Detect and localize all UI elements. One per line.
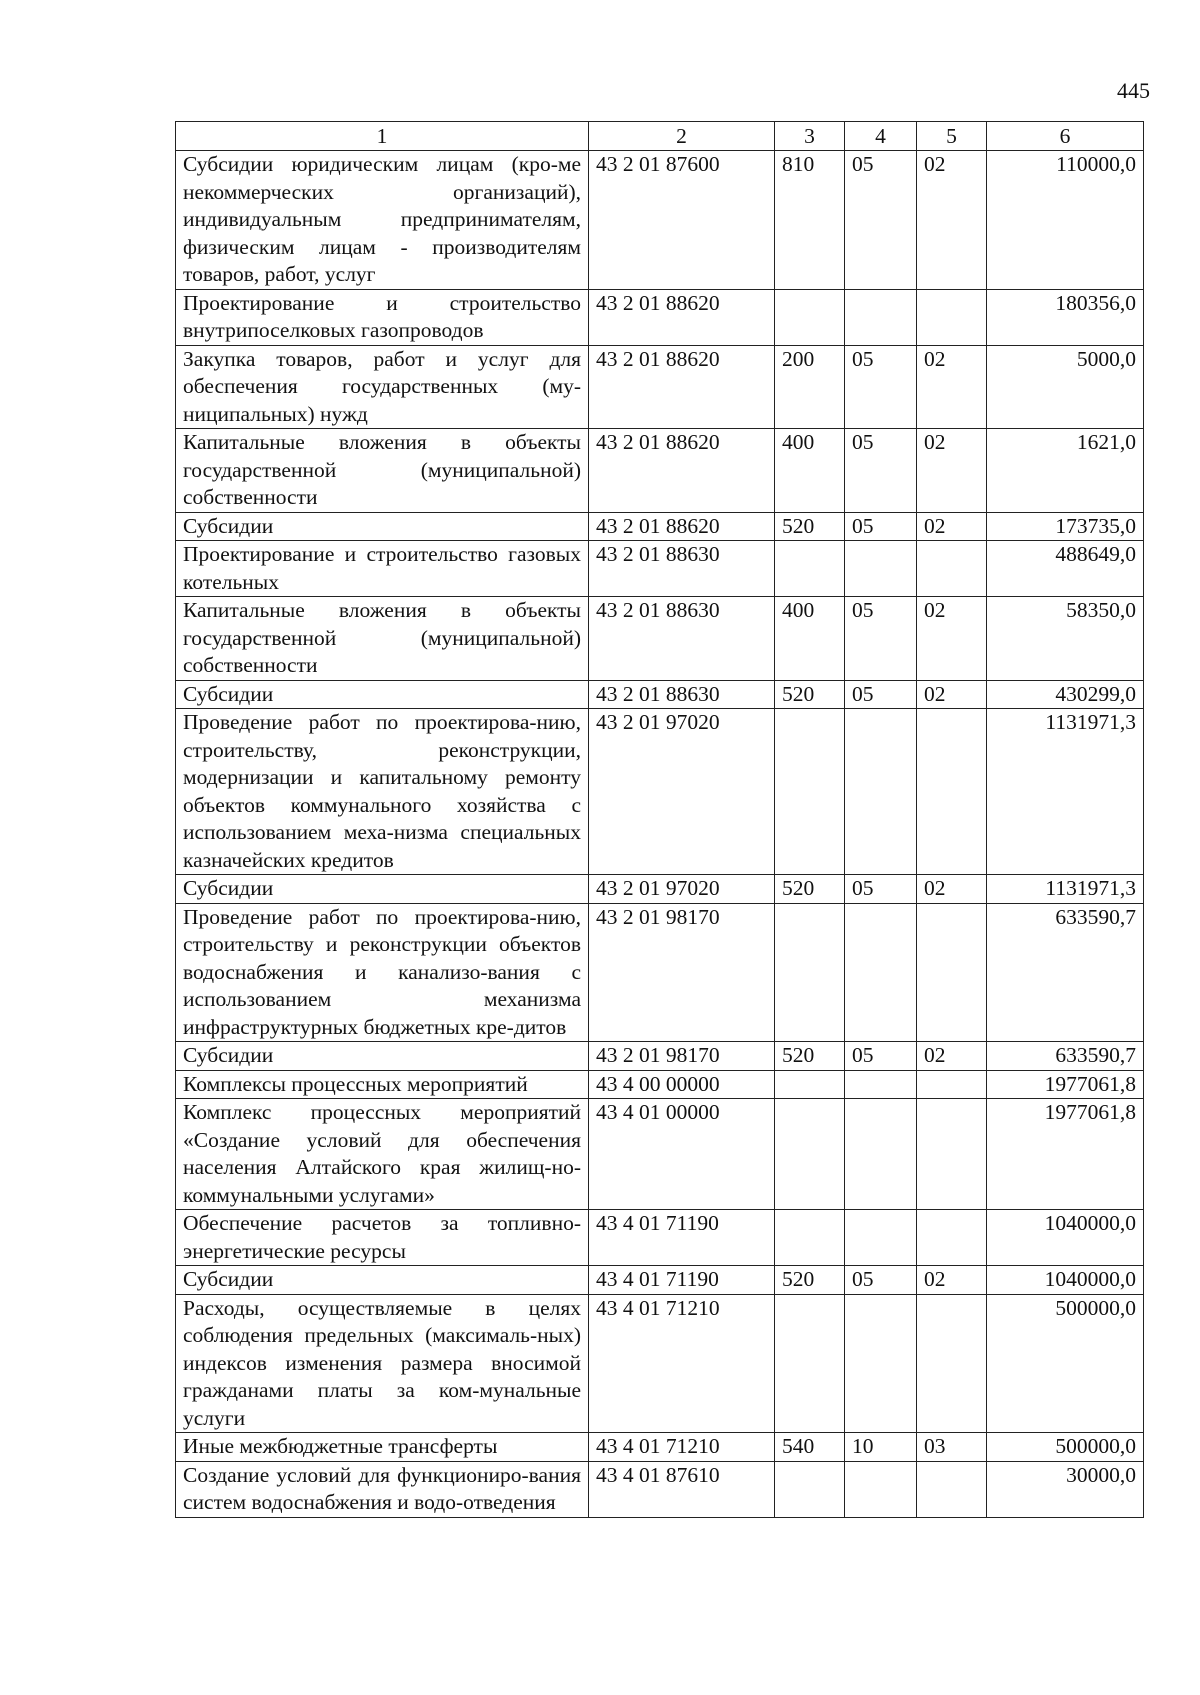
item-name-cell: Создание условий для функциониро-вания систем водоснабжения и водо-отведения (176, 1461, 589, 1517)
expense-type-cell: 520 (775, 1042, 845, 1071)
target-code-cell: 43 2 01 88630 (589, 541, 775, 597)
amount-cell: 488649,0 (987, 541, 1144, 597)
target-code-cell: 43 2 01 88620 (589, 429, 775, 513)
table-row (176, 1433, 1144, 1462)
expense-type-cell: 520 (775, 1266, 845, 1295)
item-name-cell: Субсидии юридическим лицам (кро-ме некоммерческих организаций), индивидуальным предпринимателям, физическим лицам - производителям товаров, работ, услуг (176, 151, 589, 290)
expense-type-cell: 200 (775, 345, 845, 429)
section-cell: 05 (845, 597, 917, 681)
section-cell (845, 541, 917, 597)
table-row (176, 1266, 1144, 1295)
target-code-cell: 43 2 01 98170 (589, 903, 775, 1042)
expense-type-cell (775, 903, 845, 1042)
amount-cell: 58350,0 (987, 597, 1144, 681)
item-name-cell: Закупка товаров, работ и услуг для обеспечения государственных (му-ниципальных) нужд (176, 345, 589, 429)
table-row (176, 512, 1144, 541)
target-code-cell: 43 2 01 88620 (589, 512, 775, 541)
amount-cell: 633590,7 (987, 903, 1144, 1042)
table-row (176, 1099, 1144, 1210)
table-row (176, 289, 1144, 345)
section-cell (845, 289, 917, 345)
section-cell (845, 1210, 917, 1266)
section-cell: 05 (845, 1266, 917, 1295)
table-row (176, 429, 1144, 513)
amount-cell: 1131971,3 (987, 709, 1144, 875)
item-name-cell: Проведение работ по проектирова-нию, строительству и реконструкции объектов водоснабжения и канализо-вания с использованием механизма инфраструктурных бюджетных кре-дитов (176, 903, 589, 1042)
item-name-cell: Субсидии (176, 680, 589, 709)
subsection-cell: 02 (917, 345, 987, 429)
amount-cell: 5000,0 (987, 345, 1144, 429)
table-row (176, 903, 1144, 1042)
table-row (176, 709, 1144, 875)
section-cell (845, 1294, 917, 1433)
target-code-cell: 43 4 01 71190 (589, 1210, 775, 1266)
subsection-cell: 02 (917, 429, 987, 513)
column-header: 5 (917, 122, 987, 151)
expense-type-cell: 520 (775, 875, 845, 904)
subsection-cell (917, 1099, 987, 1210)
section-cell: 10 (845, 1433, 917, 1462)
item-name-cell: Капитальные вложения в объекты государственной (муниципальной) собственности (176, 597, 589, 681)
column-header: 1 (176, 122, 589, 151)
subsection-cell: 02 (917, 1042, 987, 1071)
expense-type-cell: 400 (775, 597, 845, 681)
expense-type-cell: 520 (775, 680, 845, 709)
subsection-cell (917, 1461, 987, 1517)
subsection-cell: 02 (917, 1266, 987, 1295)
page-number: 445 (1117, 78, 1150, 103)
item-name-cell: Субсидии (176, 875, 589, 904)
amount-cell: 1977061,8 (987, 1070, 1144, 1099)
expense-type-cell (775, 1099, 845, 1210)
item-name-cell: Обеспечение расчетов за топливно-энергетические ресурсы (176, 1210, 589, 1266)
target-code-cell: 43 2 01 97020 (589, 875, 775, 904)
table-row (176, 1070, 1144, 1099)
subsection-cell (917, 903, 987, 1042)
target-code-cell: 43 2 01 97020 (589, 709, 775, 875)
item-name-cell: Расходы, осуществляемые в целях соблюдения предельных (максималь-ных) индексов изменения размера вносимой гражданами платы за ком-мунальные услуги (176, 1294, 589, 1433)
section-cell: 05 (845, 875, 917, 904)
subsection-cell (917, 289, 987, 345)
table-row (176, 680, 1144, 709)
target-code-cell: 43 4 01 71210 (589, 1433, 775, 1462)
section-cell (845, 1070, 917, 1099)
item-name-cell: Комплексы процессных мероприятий (176, 1070, 589, 1099)
target-code-cell: 43 2 01 88620 (589, 345, 775, 429)
column-header: 6 (987, 122, 1144, 151)
item-name-cell: Иные межбюджетные трансферты (176, 1433, 589, 1462)
amount-cell: 430299,0 (987, 680, 1144, 709)
expense-type-cell (775, 1070, 845, 1099)
item-name-cell: Субсидии (176, 1042, 589, 1071)
table-row (176, 1210, 1144, 1266)
section-cell: 05 (845, 680, 917, 709)
subsection-cell: 02 (917, 151, 987, 290)
target-code-cell: 43 4 01 71210 (589, 1294, 775, 1433)
subsection-cell (917, 1210, 987, 1266)
section-cell: 05 (845, 151, 917, 290)
section-cell: 05 (845, 345, 917, 429)
table-header-row (176, 122, 1144, 151)
table-row (176, 875, 1144, 904)
table-row (176, 1042, 1144, 1071)
expense-type-cell (775, 1461, 845, 1517)
target-code-cell: 43 2 01 88620 (589, 289, 775, 345)
section-cell (845, 1099, 917, 1210)
target-code-cell: 43 4 01 00000 (589, 1099, 775, 1210)
subsection-cell (917, 1294, 987, 1433)
amount-cell: 1621,0 (987, 429, 1144, 513)
amount-cell: 180356,0 (987, 289, 1144, 345)
item-name-cell: Капитальные вложения в объекты государственной (муниципальной) собственности (176, 429, 589, 513)
expense-type-cell (775, 289, 845, 345)
amount-cell: 1131971,3 (987, 875, 1144, 904)
amount-cell: 1040000,0 (987, 1266, 1144, 1295)
item-name-cell: Субсидии (176, 512, 589, 541)
expense-type-cell (775, 541, 845, 597)
expense-type-cell (775, 709, 845, 875)
expense-type-cell: 520 (775, 512, 845, 541)
budget-table (175, 121, 1144, 1518)
amount-cell: 1977061,8 (987, 1099, 1144, 1210)
amount-cell: 633590,7 (987, 1042, 1144, 1071)
expense-type-cell: 810 (775, 151, 845, 290)
section-cell (845, 1461, 917, 1517)
expense-type-cell: 400 (775, 429, 845, 513)
target-code-cell: 43 4 00 00000 (589, 1070, 775, 1099)
amount-cell: 1040000,0 (987, 1210, 1144, 1266)
expense-type-cell (775, 1210, 845, 1266)
target-code-cell: 43 4 01 71190 (589, 1266, 775, 1295)
column-header: 3 (775, 122, 845, 151)
subsection-cell: 02 (917, 512, 987, 541)
column-header: 4 (845, 122, 917, 151)
column-header: 2 (589, 122, 775, 151)
target-code-cell: 43 4 01 87610 (589, 1461, 775, 1517)
item-name-cell: Проведение работ по проектирова-нию, строительству, реконструкции, модернизации и капитальному ремонту объектов коммунального хозяйства с использованием меха-низма специальных казначейских кредитов (176, 709, 589, 875)
section-cell: 05 (845, 1042, 917, 1071)
table-row (176, 345, 1144, 429)
item-name-cell: Проектирование и строительство внутрипоселковых газопроводов (176, 289, 589, 345)
item-name-cell: Проектирование и строительство газовых котельных (176, 541, 589, 597)
section-cell: 05 (845, 429, 917, 513)
section-cell (845, 709, 917, 875)
amount-cell: 173735,0 (987, 512, 1144, 541)
table-row (176, 1461, 1144, 1517)
amount-cell: 30000,0 (987, 1461, 1144, 1517)
table-row (176, 1294, 1144, 1433)
section-cell: 05 (845, 512, 917, 541)
target-code-cell: 43 2 01 98170 (589, 1042, 775, 1071)
table-row (176, 597, 1144, 681)
subsection-cell (917, 1070, 987, 1099)
expense-type-cell: 540 (775, 1433, 845, 1462)
amount-cell: 500000,0 (987, 1433, 1144, 1462)
subsection-cell: 02 (917, 875, 987, 904)
subsection-cell: 02 (917, 680, 987, 709)
amount-cell: 110000,0 (987, 151, 1144, 290)
expense-type-cell (775, 1294, 845, 1433)
amount-cell: 500000,0 (987, 1294, 1144, 1433)
subsection-cell (917, 541, 987, 597)
section-cell (845, 903, 917, 1042)
item-name-cell: Комплекс процессных мероприятий «Создание условий для обеспечения населения Алтайского края жилищ-но-коммунальными услугами» (176, 1099, 589, 1210)
subsection-cell: 03 (917, 1433, 987, 1462)
table-row (176, 541, 1144, 597)
target-code-cell: 43 2 01 88630 (589, 680, 775, 709)
target-code-cell: 43 2 01 87600 (589, 151, 775, 290)
table-row (176, 151, 1144, 290)
target-code-cell: 43 2 01 88630 (589, 597, 775, 681)
subsection-cell: 02 (917, 597, 987, 681)
item-name-cell: Субсидии (176, 1266, 589, 1295)
subsection-cell (917, 709, 987, 875)
